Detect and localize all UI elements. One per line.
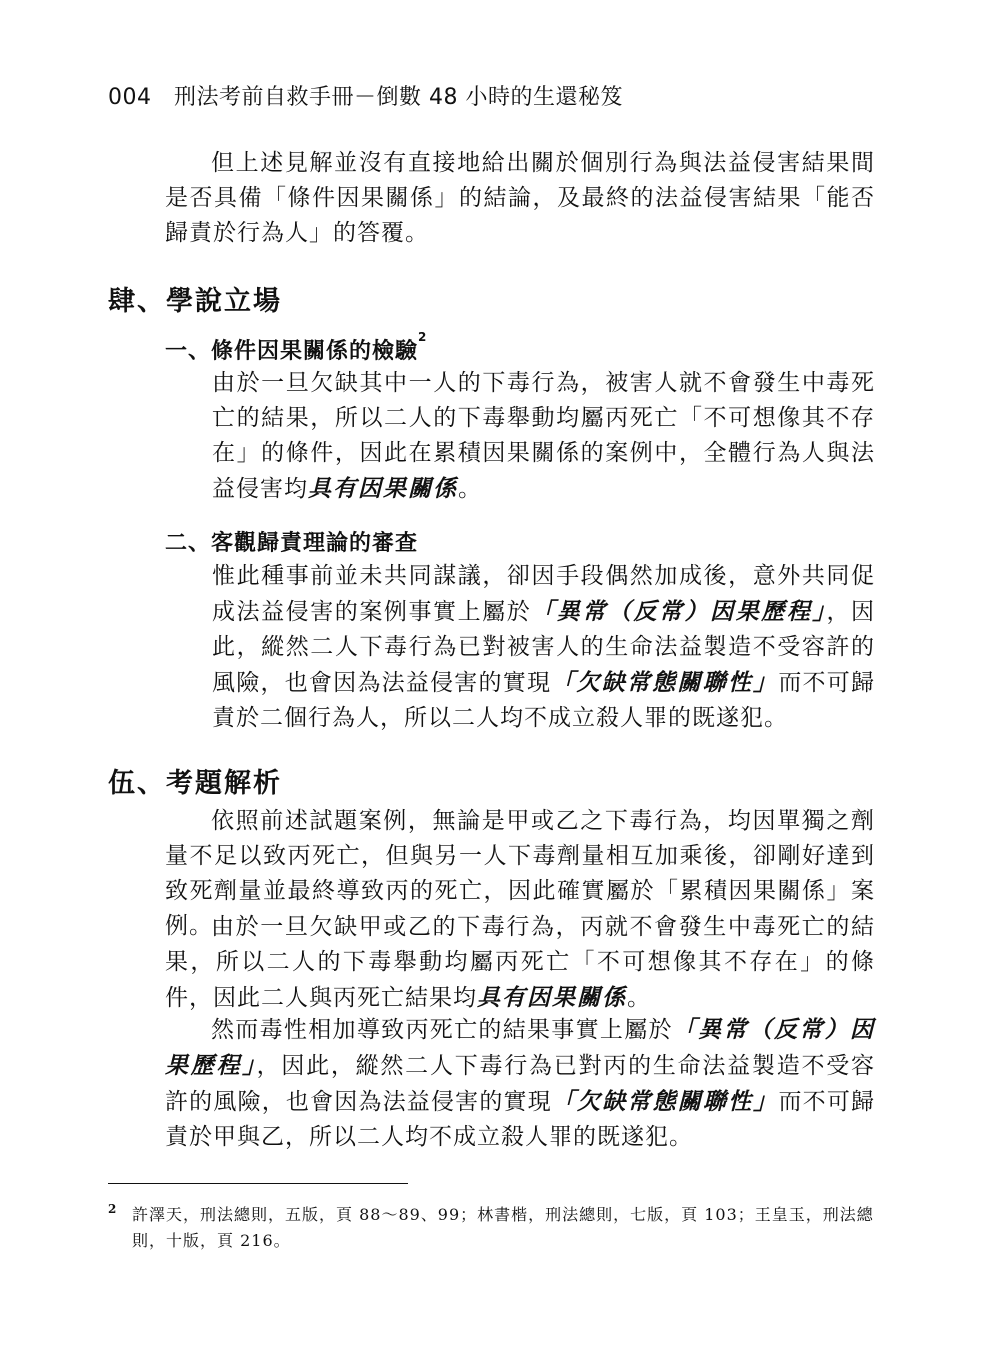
subsection-2-paragraph bbox=[212, 559, 875, 736]
subsection-heading-1 bbox=[165, 330, 428, 365]
text-run: ，因此，縱然二人下毒行為已對丙的生命法益製造不受容許的風險，也會因為法益侵害的實現 bbox=[165, 1053, 876, 1115]
intro-paragraph: 但上述見解並沒有直接地給出關於個別行為與法益侵害結果間是否具備「條件因果關係」的結論，及最終的法益侵害結果「能否歸責於行為人」的答覆。 bbox=[165, 150, 875, 246]
text-run: 由於一旦欠缺其中一人的下毒行為，被害人就不會發生中毒死亡的結果，所以二人的下毒舉動均屬丙死亡「不可想像其不存在」的條件，因此在累積因果關係的案例中，全體行為人與法益侵害均 bbox=[212, 370, 875, 502]
text-run: 。 bbox=[627, 985, 651, 1011]
page-number: 004 bbox=[108, 85, 152, 110]
subsection-1-paragraph bbox=[212, 366, 875, 507]
text-run: 而不可歸責於二個行為人，所以二人均不成立殺人罪的既遂犯。 bbox=[212, 670, 876, 731]
emphasis-text: 「異常（反常）因果歷程」 bbox=[165, 1016, 876, 1079]
emphasis-text: 「欠缺常態關聯性」 bbox=[551, 669, 779, 696]
text-run: 。 bbox=[458, 476, 482, 502]
emphasis-text: 「欠缺常態關聯性」 bbox=[551, 1088, 779, 1115]
section-heading-5: 伍、考題解析 bbox=[108, 768, 282, 799]
emphasis-text: 具有因果關係 bbox=[308, 475, 458, 502]
text-run: 然而毒性相加導致丙死亡的結果事實上屬於 bbox=[211, 1017, 673, 1043]
text-run: 而不可歸責於甲與乙，所以二人均不成立殺人罪的既遂犯。 bbox=[165, 1089, 876, 1150]
emphasis-text: 「異常（反常）因果歷程」 bbox=[531, 598, 827, 625]
analysis-paragraph-2 bbox=[165, 910, 875, 1016]
footnote-divider bbox=[108, 1183, 408, 1184]
analysis-paragraph-1: 依照前述試題案例，無論是甲或乙之下毒行為，均因單獨之劑量不足以致丙死亡，但與另一人下毒劑量相互加乘後，卻剛好達到致死劑量並最終導致丙的死亡，因此確實屬於「累積因果關係」案例。 bbox=[165, 808, 875, 939]
footnote bbox=[108, 1202, 878, 1254]
emphasis-text: 具有因果關係 bbox=[477, 984, 627, 1011]
subsection-heading-1-label: 一、條件因果關係的檢驗 bbox=[165, 339, 419, 364]
running-header bbox=[108, 80, 623, 111]
text-run: 由於一旦欠缺甲或乙的下毒行為，丙就不會發生中毒死亡的結果，所以二人的下毒舉動均屬丙死亡「不可想像其不存在」的條件，因此二人與丙死亡結果均 bbox=[165, 914, 875, 1011]
text-run: ，因此，縱然二人下毒行為已對被害人的生命法益製造不受容許的風險，也會因為法益侵害的實現 bbox=[212, 599, 876, 696]
footnote-text: 許澤天，刑法總則，五版，頁 88～89、99；林書楷，刑法總則，七版，頁 103；王皇玉，刑法總則，十版，頁 216。 bbox=[132, 1205, 874, 1250]
book-title: 刑法考前自救手冊－倒數 48 小時的生還秘笈 bbox=[174, 85, 623, 110]
analysis-paragraph-3 bbox=[165, 1012, 875, 1155]
footnote-mark: 2 bbox=[108, 1202, 118, 1216]
text-run: 惟此種事前並未共同謀議，卻因手段偶然加成後，意外共同促成法益侵害的案例事實上屬於 bbox=[212, 563, 875, 625]
footnote-ref[interactable]: 2 bbox=[418, 330, 428, 344]
subsection-heading-2: 二、客觀歸責理論的審查 bbox=[165, 531, 419, 556]
section-heading-4: 肆、學說立場 bbox=[108, 286, 282, 317]
